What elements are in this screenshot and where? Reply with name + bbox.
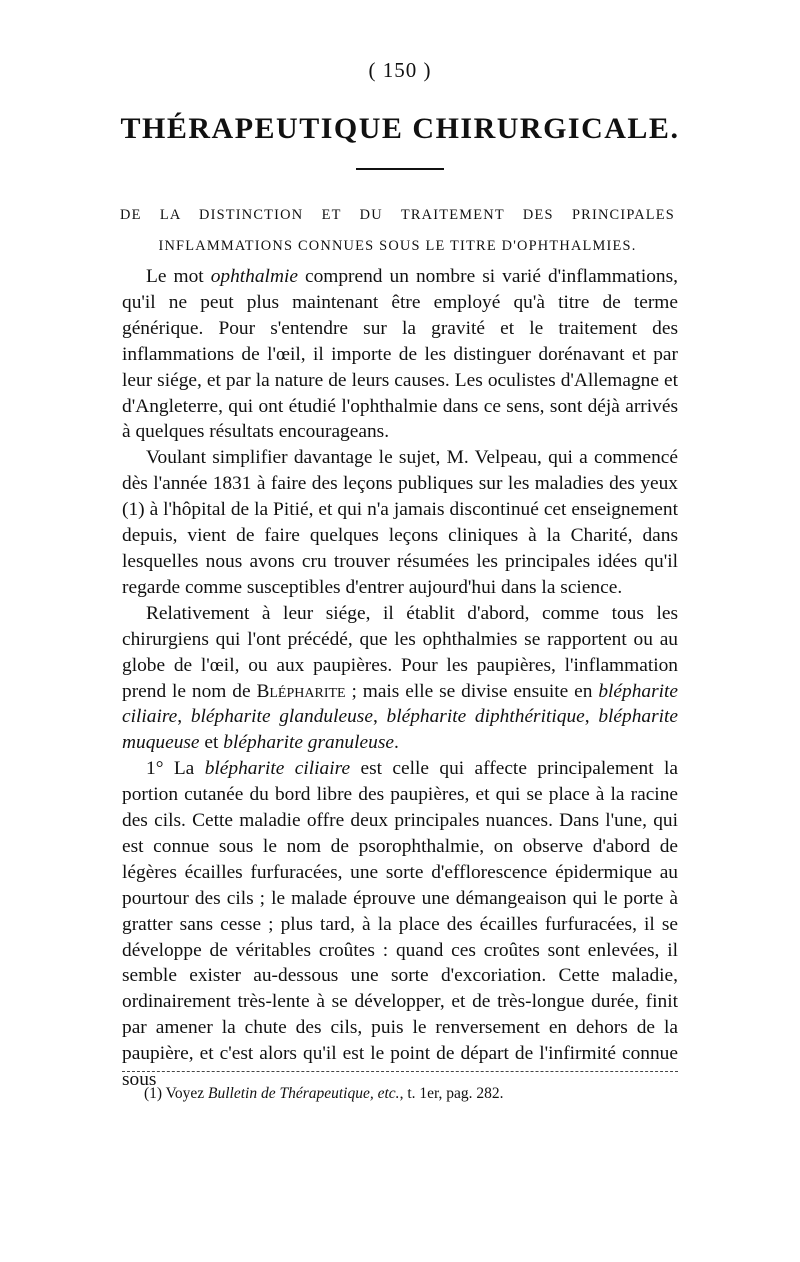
section-heading: DE LA DISTINCTION ET DU TRAITEMENT DES PRINCIPALES INFLAMMATIONS CONNUES SOUS LE TITRE D'OPHTHALMIES.: [120, 207, 675, 254]
term-blepharite-diphtheritique: blépharite diphthéritique: [386, 706, 585, 728]
term-blepharite-glanduleuse: blépharite glanduleuse: [190, 706, 373, 728]
paragraph-3-text-3: ,: [177, 706, 191, 728]
paragraph-3-text-6: et: [199, 732, 224, 754]
paragraph-1: [122, 264, 678, 445]
footnote-marker: (1) Voyez: [144, 1085, 208, 1102]
footnote-source: Bulletin de Thérapeutique, etc.: [208, 1085, 400, 1102]
paragraph-2: Voulant simplifier davantage le sujet, M. Velpeau, qui a commencé dès l'année 1831 à faire des leçons publiques sur les maladies des yeux (1) à l'hôpital de la Pitié, et qui n'a jamais discontinué cet enseignement depuis, vient de faire quelques leçons cliniques à la Charité, dans lesquelles nous avons cru trouver résumées les principales idées qu'il regarde comme susceptibles d'entrer aujourd'hui dans la science.: [122, 447, 678, 598]
paragraph-3-text-2: ; mais elle se divise ensuite en: [345, 680, 599, 702]
term-blepharite-ciliaire: blépharite ciliaire: [122, 680, 679, 728]
term-blepharite-muqueuse: blépharite muqueuse: [122, 706, 679, 754]
paragraph-4-text: est celle qui affecte principalement la portion cutanée du bord libre des paupières, et qui se place à la racine des cils. Cette maladie offre deux principales nuances. Dans l'une, qui est connue sous le nom de psorophthalmie, on observe d'abord de légères écailles furfuracées, une sorte d'efflorescence épidermique au pourtour des cils ; le malade éprouve une démangeaison qui le porte à gratter sans cesse ; plus tard, à la place des écailles furfuracées, il se développe de véritables croûtes : quand ces croûtes sont enlevées, il semble exister au-dessous une sorte d'excoriation. Cette maladie, ordinairement très-lente à se développer, et de très-longue durée, finit par amener la chute des cils, puis le renversement en dehors de la paupière, et c'est alors qu'il est le point de départ de l'infirmité connue sous: [122, 758, 678, 1091]
term-blepharite-granuleuse: blépharite granuleuse: [223, 732, 394, 754]
term-ophthalmie: ophthalmie: [210, 266, 298, 287]
paragraph-4-lead: 1° La: [146, 758, 205, 780]
paragraph-1-text-cont: comprend un nombre si varié d'inflammations, qu'il ne peut plus maintenant être employé qu'à titre de terme générique. Pour s'entendre sur la gravité et le traitement des inflammations de l'œil, il importe de les distinguer dorénavant et par leur siége, et par la nature de leurs causes. Les oculistes d'Allemagne et d'Angleterre, qui ont étudié l'ophthalmie dans ce sens, sont déjà arrivés à quelques résultats encourageans.: [122, 266, 679, 443]
term-blepharite: Blépharite: [256, 680, 346, 702]
article-body: [122, 264, 678, 1093]
paragraph-3-text-7: .: [393, 732, 399, 754]
paragraph-1-text: Le mot: [146, 266, 211, 287]
paragraph-3-text-5: ,: [584, 706, 599, 728]
term-blepharite-ciliaire-def: blépharite ciliaire: [204, 758, 351, 780]
footnote-divider: [122, 1071, 678, 1072]
paragraph-3-text: Relativement à leur siége, il établit d'abord, comme tous les chirurgiens qui l'ont précédé, que les ophthalmies se rapportent ou au globe de l'œil, ou aux paupières. Pour les paupières, l'inflammation prend le nom de: [122, 602, 678, 702]
page-number: ( 150 ): [368, 58, 432, 82]
paragraph-3: [122, 601, 678, 756]
paragraph-4: [122, 756, 678, 1093]
title-divider: [356, 168, 444, 170]
paragraph-3-text-4: ,: [372, 706, 387, 728]
page-title: THÉRAPEUTIQUE CHIRURGICALE.: [120, 112, 680, 145]
footnote: [144, 1084, 684, 1104]
footnote-rest: , t. 1er, pag. 282.: [399, 1085, 504, 1102]
